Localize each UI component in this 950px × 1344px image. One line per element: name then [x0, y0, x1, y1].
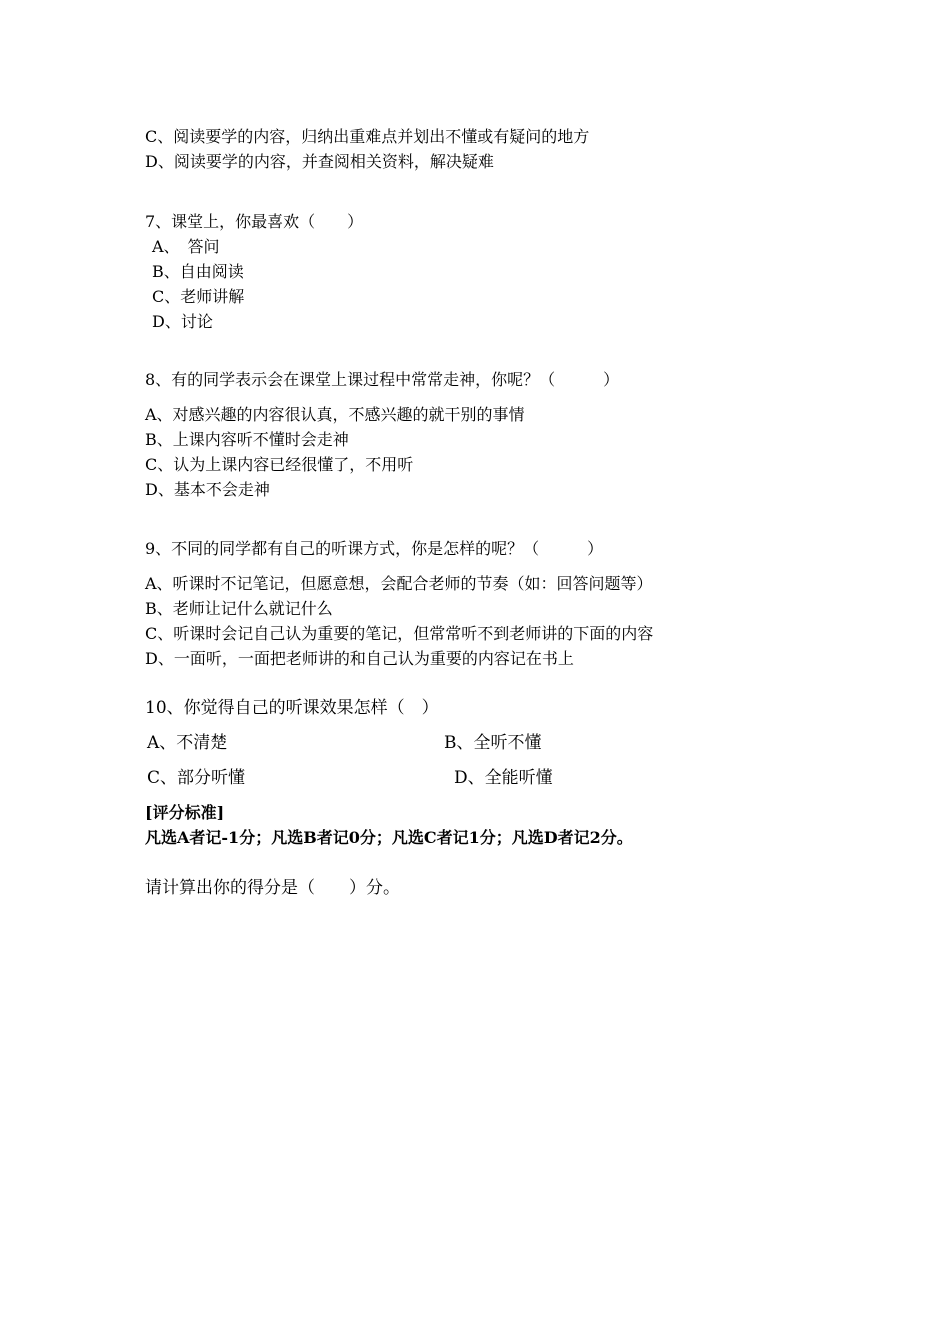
q10-option-a: A、不清楚: [147, 733, 228, 753]
q6-option-c: C、阅读要学的内容，归纳出重难点并划出不懂或有疑问的地方: [145, 127, 590, 146]
q8-option-d: D、基本不会走神: [145, 480, 270, 499]
q7-option-c: C、老师讲解: [152, 287, 245, 306]
q8-option-b: B、上课内容听不懂时会走神: [145, 430, 349, 449]
q7-option-b: B、自由阅读: [152, 262, 244, 281]
q10-option-d: D、全能听懂: [454, 768, 553, 788]
q10-option-b: B、全听不懂: [444, 733, 542, 753]
q8-option-c: C、认为上课内容已经很懂了，不用听: [145, 455, 414, 474]
q9-option-a: A、听课时不记笔记，但愿意想，会配合老师的节奏（如：回答问题等）: [145, 574, 653, 593]
q7-option-d: D、讨论: [152, 312, 213, 331]
q9-stem: 9、不同的同学都有自己的听课方式，你是怎样的呢？（ ）: [145, 539, 604, 558]
q6-option-d: D、阅读要学的内容，并查阅相关资料，解决疑难: [145, 152, 494, 171]
q9-option-b: B、老师让记什么就记什么: [145, 599, 333, 618]
q8-stem: 8、有的同学表示会在课堂上课过程中常常走神，你呢？（ ）: [145, 370, 620, 389]
scoring-heading: [评分标准]: [145, 803, 225, 822]
score-prompt: 请计算出你的得分是（ ）分。: [145, 878, 400, 898]
q8-option-a: A、对感兴趣的内容很认真，不感兴趣的就干别的事情: [145, 405, 525, 424]
scoring-rule: 凡选A者记-1分；凡选B者记0分；凡选C者记1分；凡选D者记2分。: [145, 828, 633, 847]
q7-option-a: A、 答问: [152, 237, 220, 256]
q9-option-c: C、听课时会记自己认为重要的笔记，但常常听不到老师讲的下面的内容: [145, 624, 654, 643]
q7-stem: 7、课堂上，你最喜欢（ ）: [145, 212, 364, 231]
q10-option-c: C、部分听懂: [147, 768, 246, 788]
q9-option-d: D、一面听，一面把老师讲的和自己认为重要的内容记在书上: [145, 649, 574, 668]
q10-stem: 10、你觉得自己的听课效果怎样（ ）: [145, 698, 439, 718]
